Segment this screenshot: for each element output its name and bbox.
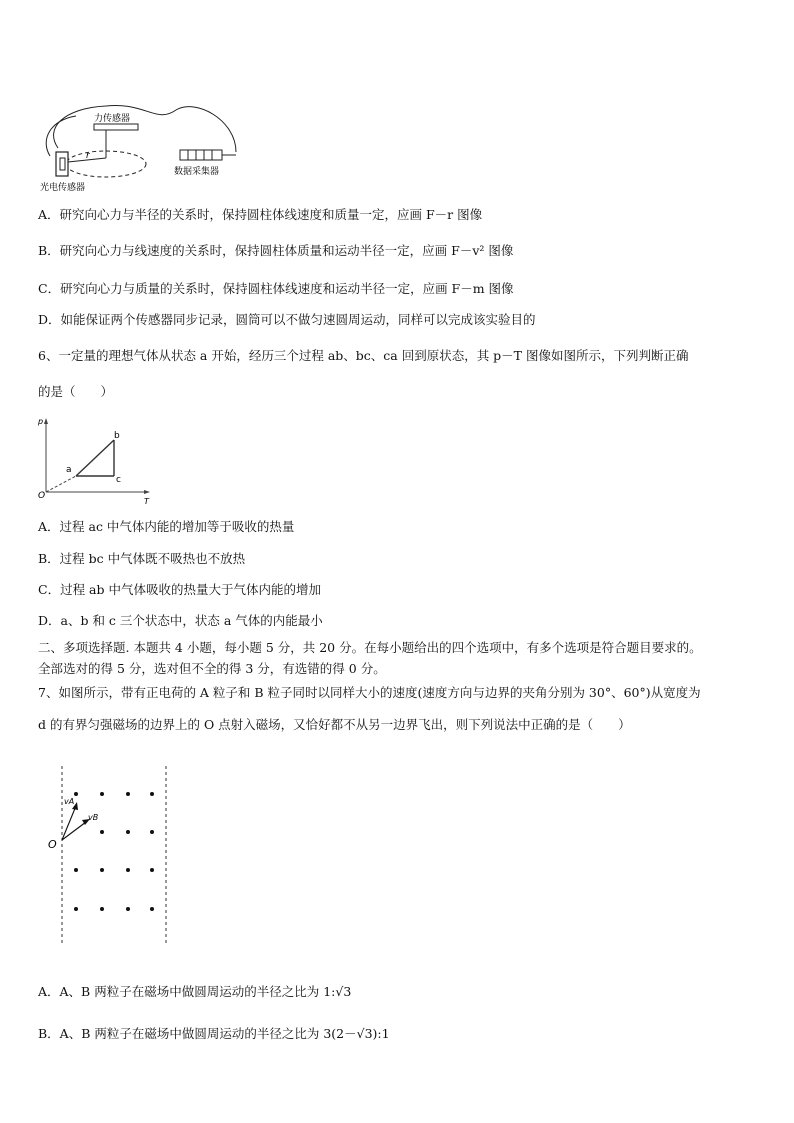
q5-option-b: B．研究向心力与线速度的关系时，保持圆柱体质量和运动半径一定，应画 F－v² 图像 [38, 243, 514, 258]
q5-option-d: D．如能保证两个传感器同步记录，圆筒可以不做匀速圆周运动，同样可以完成该实验目的 [38, 312, 536, 327]
force-sensor-label: 力传感器 [94, 114, 131, 124]
section2-line1: 二、多项选择题. 本题共 4 小题，每小题 5 分，共 20 分。在每小题给出的四个选项中，有多个选项是符合题目要求的。 [38, 640, 702, 655]
q6-option-a: A．过程 ac 中气体内能的增加等于吸收的热量 [38, 519, 295, 534]
q5-option-a: A．研究向心力与半径的关系时，保持圆柱体线速度和质量一定，应画 F－r 图像 [38, 207, 483, 222]
data-collector-label: 数据采集器 [174, 167, 220, 177]
field-dots [74, 792, 154, 911]
q6-option-d: D．a、b 和 c 三个状态中，状态 a 气体的内能最小 [38, 613, 323, 628]
q6-stem-line2: 的是（ ） [38, 384, 114, 399]
q7-stem-line1: 7、如图所示，带有正电荷的 A 粒子和 B 粒子同时以同样大小的速度(速度方向与边界的夹角分别为 30°、60°)从宽度为 [38, 685, 701, 700]
q6-option-c: C．过程 ab 中气体吸收的热量大于气体内能的增加 [38, 582, 321, 597]
p-t-graph [36, 414, 156, 506]
photo-sensor-label: 光电传感器 [40, 183, 86, 193]
point-c-label: c [116, 475, 121, 485]
section2-line2: 全部选对的得 5 分，选对但不全的得 3 分，有选错的得 0 分。 [38, 661, 386, 676]
r-label: r [86, 151, 90, 161]
q7-stem-line2: d 的有界匀强磁场的边界上的 O 点射入磁场，又恰好都不从另一边界飞出，则下列说法中正确的是（ ） [38, 717, 631, 732]
origin-label: O [38, 491, 46, 501]
q5-option-c: C．研究向心力与质量的关系时，保持圆柱体线速度和运动半径一定，应画 F－m 图像 [38, 281, 514, 296]
apparatus-figure [36, 100, 246, 196]
t-axis-label: T [144, 497, 149, 506]
magnetic-field-figure [40, 762, 180, 948]
point-b-label: b [114, 431, 120, 441]
q7-option-a: A．A、B 两粒子在磁场中做圆周运动的半径之比为 1:√3 [38, 984, 352, 999]
data-collector-icon [180, 150, 222, 160]
force-sensor-icon [94, 124, 138, 130]
p-axis-label: p [38, 417, 44, 426]
q6-stem-line1: 6、一定量的理想气体从状态 a 开始，经历三个过程 ab、bc、ca 回到原状态，其 p－T 图像如图所示，下列判断正确 [38, 348, 689, 363]
point-a-label: a [66, 465, 72, 475]
q6-option-b: B．过程 bc 中气体既不吸热也不放热 [38, 551, 246, 566]
origin-o-label: O [48, 838, 57, 851]
va-label: vA [64, 797, 75, 806]
q7-option-b: B．A、B 两粒子在磁场中做圆周运动的半径之比为 3(2－√3):1 [38, 1026, 390, 1041]
vb-label: vB [88, 813, 99, 822]
